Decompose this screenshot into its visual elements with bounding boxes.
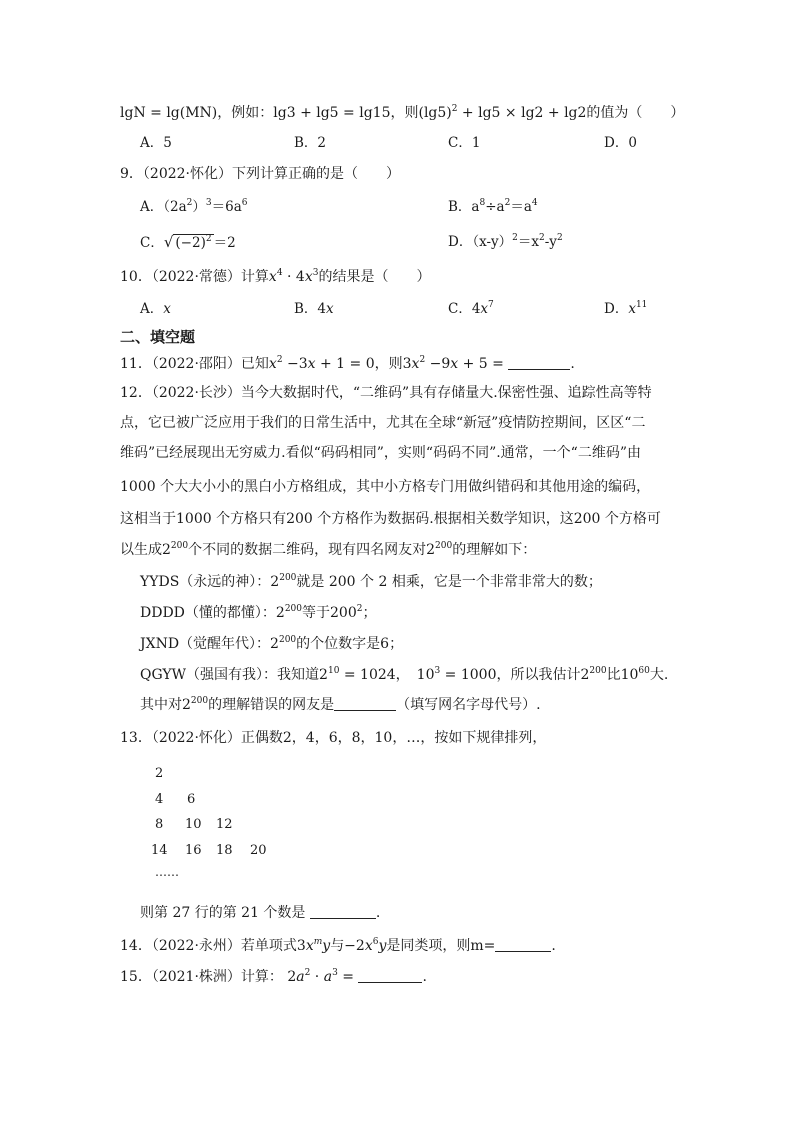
q9-option-b: B．$a^8\div a^2=a^4$ xyxy=(448,198,538,215)
pattern-cell: 8 xyxy=(155,817,164,832)
q12-line-3: 维码”已经展现出无穷威力.看似“码码相同”，实则“码码不同”.通常，一个“二维码”由 xyxy=(120,445,641,461)
q9-option-d: D．$(x-y)^2=x^2-y^2$ xyxy=(448,233,563,250)
q12-view-jxnd: JXND（觉醒年代）：$2^{200}$的个位数字是6； xyxy=(140,635,404,652)
q10-option-d: D．$x^{11}$ xyxy=(604,300,648,317)
q12-question: 其中对$2^{200}$的理解错误的网友是 （填写网名字母代号）. xyxy=(140,696,541,713)
q11-answer-blank[interactable] xyxy=(508,355,570,370)
q8-stem: lgN = lg(MN)，例如：lg3 + lg5 = lg15，则$(\lg 5)^2 + \lg 5 \times \lg 2 + \lg 2$的值为（ ） xyxy=(120,104,685,121)
q12-answer-blank[interactable] xyxy=(334,696,396,711)
q12-line-2: 点，它已被广泛应用于我们的日常生活中，尤其在全球“新冠”疫情防控期间，区区“二 xyxy=(120,415,646,431)
q15-stem: 15．（2021·株洲）计算： $2a^2 \cdot a^3$ = . xyxy=(120,968,427,985)
q12-line-6: 以生成$2^{200}$个不同的数据二维码，现有四名网友对$2^{200}$的理解如下： xyxy=(120,541,537,558)
q10-option-c: C．$4x^7$ xyxy=(448,300,494,317)
pattern-cell: 12 xyxy=(216,817,233,832)
q12-view-dddd: DDDD（懂的都懂）：$2^{200}$等于$200^2$； xyxy=(140,604,377,621)
q14-answer-blank[interactable] xyxy=(495,937,551,952)
pattern-cell: 4 xyxy=(155,792,164,807)
pattern-cell: 14 xyxy=(151,843,168,858)
pattern-cell: 2 xyxy=(155,766,164,781)
q15-answer-blank[interactable] xyxy=(358,968,422,983)
q12-line-1: 12．（2022·长沙）当今大数据时代，“二维码”具有存储量大.保密性强、追踪性高等特 xyxy=(120,385,652,401)
q13-answer-blank[interactable] xyxy=(310,904,376,919)
q10-stem: 10．（2022·常德）计算$x^4 \cdot 4x^3$的结果是（ ） xyxy=(120,268,431,285)
q14-stem: 14．（2022·永州）若单项式$3x^my$与$-2x^6y$是同类项，则m= . xyxy=(120,937,556,954)
pattern-cell: 10 xyxy=(185,817,202,832)
q13-question: 则第 27 行的第 21 个数是 . xyxy=(140,905,381,921)
q9-option-a: A．$(2a^2)^3=6a^6$ xyxy=(140,198,248,215)
q8-option-a: A．5 xyxy=(140,135,172,151)
q11-stem: 11．（2022·邵阳）已知$x^2 -3x + 1 = 0$，则$3x^2 -9x + 5$ = . xyxy=(120,355,575,372)
q8-option-b: B．2 xyxy=(294,135,327,151)
q12-line-4: 1000 个大大小小的黑白小方格组成，其中小方格专门用做纠错码和其他用途的编码， xyxy=(120,479,651,495)
q10-option-a: A．x xyxy=(140,301,171,317)
q10-option-b: B．4x xyxy=(294,301,334,317)
q12-view-qgyw: QGYW（强国有我）：我知道$2^{10} = 1024$， $10^3 = 1000$，所以我估计$2^{200}$比$10^{60}$大. xyxy=(140,666,669,683)
q12-line-5: 这相当于1000 个方格只有200 个方格作为数据码.根据相关数学知识，这200 个方格可 xyxy=(120,511,661,527)
section-heading: 二、填空题 xyxy=(120,328,196,346)
pattern-cell: 16 xyxy=(185,843,202,858)
pattern-cell: 20 xyxy=(250,843,267,858)
pattern-cell: 18 xyxy=(216,843,233,858)
q8-option-c: C．1 xyxy=(448,135,481,151)
q9-option-c: C．√ $(-2)^2 =2$ xyxy=(140,233,236,251)
q13-stem: 13．（2022·怀化）正偶数2，4，6，8，10，…，按如下规律排列， xyxy=(120,730,547,746)
pattern-ellipsis: …… xyxy=(155,865,179,879)
pattern-cell: 6 xyxy=(187,792,196,807)
q12-view-yyds: YYDS（永远的神）：$2^{200}$就是 200 个 2 相乘，它是一个非常非常大的数； xyxy=(140,573,602,590)
q9-stem: 9．（2022·怀化）下列计算正确的是（ ） xyxy=(120,166,400,182)
q8-option-d: D．0 xyxy=(604,135,637,151)
